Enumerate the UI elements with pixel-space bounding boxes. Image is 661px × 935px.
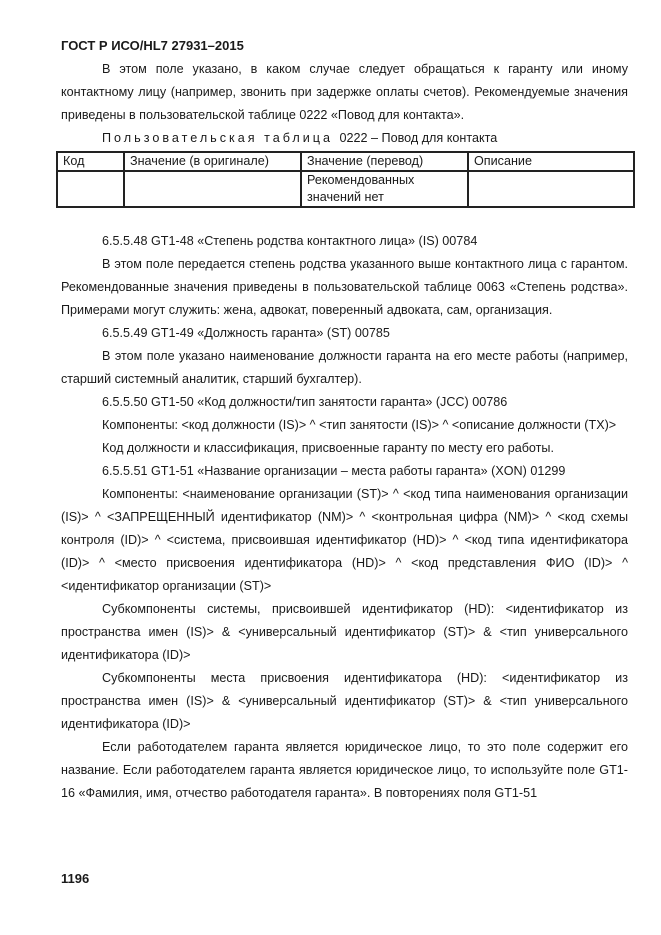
table-cell-original-value: [124, 171, 301, 207]
table-caption: [102, 127, 628, 149]
standard-header: ГОСТ Р ИСО/HL7 27931–2015: [61, 38, 244, 53]
column-header-translated-value: Значение (перевод): [301, 152, 468, 171]
section-paragraph: Компоненты: <код должности (IS)> ^ <тип занятости (IS)> ^ <описание должности (TX)>: [102, 418, 617, 432]
intro-paragraph: В этом поле указано, в каком случае следует обращаться к гаранту или иному контактному лицу (например, звонить при задержке оплаты счетов). Рекомендуемые значения приведены в пользовательской таблице 0222 «Повод для контакта».: [61, 62, 628, 122]
section-paragraph: Компоненты: <наименование организации (ST)> ^ <код типа наименования организации (IS)> ^ <ЗАПРЕЩЕННЫЙ идентификатор (NM)> ^ <контрольная цифра (NM)> ^ <код схемы контроля (ID)> ^ <система, присвоившая идентификатор (HD)> ^ <код типа идентификатора (ID)> ^ <место присвоения идентификатора (HD)> ^ <код представления ФИО (ID)> ^ <идентификатор организации (ST)>: [61, 487, 628, 593]
section-paragraph: Субкомпоненты системы, присвоившей идентификатор (HD): <идентификатор из пространства имен (IS)> & <универсальный идентификатор (ST)> & <тип универсального идентификатора (ID)>: [61, 602, 628, 662]
table-row: [57, 171, 634, 207]
table-caption-name: 0222 – Повод для контакта: [339, 131, 498, 145]
section-heading-gt1-49: 6.5.5.49 GT1-49 «Должность гаранта» (ST) 00785: [102, 326, 390, 340]
contact-reason-table: [56, 151, 635, 208]
page-number: 1196: [61, 871, 90, 886]
section-paragraph: В этом поле указано наименование должности гаранта на его месте работы (например, старший системный аналитик, старший бухгалтер).: [61, 349, 628, 386]
section-paragraph: Субкомпоненты места присвоения идентификатора (HD): <идентификатор из пространства имен (IS)> & <универсальный идентификатор (ST)> & <тип универсального идентификатора (ID)>: [61, 671, 628, 731]
table-header-row: [57, 152, 634, 171]
table-cell-code: [57, 171, 124, 207]
column-header-original-value: Значение (в оригинале): [124, 152, 301, 171]
section-heading-gt1-50: 6.5.5.50 GT1-50 «Код должности/тип занятости гаранта» (JCC) 00786: [102, 395, 508, 409]
document-body: [61, 58, 628, 805]
section-heading-gt1-48: 6.5.5.48 GT1-48 «Степень родства контактного лица» (IS) 00784: [102, 234, 478, 248]
section-paragraph: Если работодателем гаранта является юридическое лицо, то это поле содержит его название. Если работодателем гаранта является юридическое лицо, то используйте поле GT1-16 «Фамилия, имя, отчество работодателя гаранта». В повторениях поля GT1-51: [61, 740, 628, 800]
table-cell-translated-value: Рекомендованных значений нет: [301, 171, 468, 207]
section-paragraph: Код должности и классификация, присвоенные гаранту по месту его работы.: [102, 441, 554, 455]
section-heading-gt1-51: 6.5.5.51 GT1-51 «Название организации – места работы гаранта» (XON) 01299: [102, 464, 566, 478]
column-header-code: Код: [57, 152, 124, 171]
table-cell-description: [468, 171, 634, 207]
table-caption-title: Пользовательская таблица: [102, 131, 334, 145]
section-paragraph: В этом поле передается степень родства указанного выше контактного лица с гарантом. Рекомендованные значения приведены в пользовательской таблице 0063 «Степень родства». Примерами могут служить: жена, адвокат, поверенный адвоката, сам, организация.: [61, 257, 628, 317]
column-header-description: Описание: [468, 152, 634, 171]
